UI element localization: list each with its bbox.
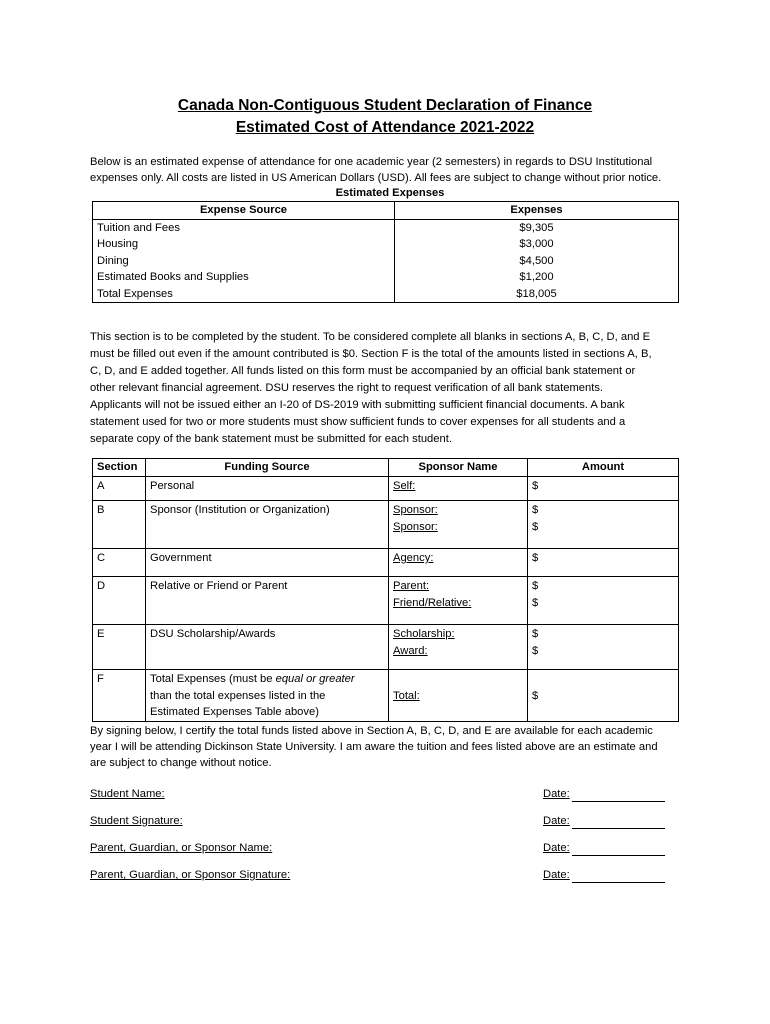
date-field[interactable] — [572, 869, 665, 883]
amount-label: $ — [532, 520, 539, 533]
section-letter: B — [93, 501, 146, 549]
amount-field[interactable] — [528, 577, 679, 625]
amount-field[interactable] — [528, 477, 679, 501]
column-header-expenses: Expenses — [395, 202, 679, 220]
funding-source-text: Total Expenses (must be — [150, 673, 276, 685]
funding-source — [146, 670, 389, 722]
estimated-expenses-table — [92, 201, 679, 303]
funding-source: DSU Scholarship/Awards — [146, 625, 389, 670]
instructions-line: separate copy of the bank statement must be submitted for each student. — [90, 433, 452, 445]
section-letter: E — [93, 625, 146, 670]
funding-source: Government — [146, 549, 389, 577]
expense-amount: $3,000 — [395, 236, 679, 253]
table-row — [93, 253, 679, 270]
sponsor-label: Award: — [393, 644, 428, 657]
amount-label: $ — [532, 628, 539, 640]
table-row — [93, 577, 679, 625]
signature-label: Student Name: — [90, 788, 165, 800]
amount-label: $ — [532, 504, 539, 516]
sponsor-label: Sponsor: — [393, 520, 438, 533]
column-header-section: Section — [93, 459, 146, 477]
table-row — [93, 501, 679, 549]
sponsor-field[interactable] — [389, 577, 528, 625]
table-row — [93, 670, 679, 722]
expenses-table-caption: Estimated Expenses — [335, 187, 445, 199]
funding-source-line: Estimated Expenses Table above) — [150, 706, 319, 718]
date-field[interactable] — [572, 842, 665, 856]
funding-source: Sponsor (Institution or Organization) — [146, 501, 389, 549]
sponsor-field[interactable] — [389, 670, 528, 722]
instructions-line: Applicants will not be issued either an I-20 of DS-2019 with submitting sufficient financial documents. A bank — [90, 399, 625, 411]
expense-amount: $18,005 — [395, 286, 679, 303]
instructions-line: other relevant financial agreement. DSU reserves the right to request verification of all bank statements. — [90, 382, 604, 394]
signature-label: Parent, Guardian, or Sponsor Name: — [90, 842, 273, 854]
amount-label: $ — [532, 689, 539, 702]
amount-label: $ — [532, 480, 539, 492]
sponsor-label: Parent: — [393, 580, 430, 592]
expense-amount: $9,305 — [395, 219, 679, 236]
table-row — [93, 236, 679, 253]
signature-row-student-name[interactable] — [90, 788, 670, 804]
section-letter: C — [93, 549, 146, 577]
column-header-funding-source: Funding Source — [146, 459, 389, 477]
table-header-row — [93, 202, 679, 220]
table-row — [93, 269, 679, 286]
sponsor-field[interactable] — [389, 549, 528, 577]
sponsor-label: Total: — [393, 689, 420, 702]
signature-label: Parent, Guardian, or Sponsor Signature: — [90, 869, 291, 881]
expense-source: Dining — [93, 253, 395, 270]
funding-source-line — [150, 671, 384, 688]
sponsor-label: Scholarship: — [393, 628, 455, 640]
signature-row-sponsor-name[interactable] — [90, 842, 670, 858]
table-row — [93, 549, 679, 577]
date-label: Date: — [543, 815, 570, 827]
expense-source: Total Expenses — [93, 286, 395, 303]
column-header-sponsor-name: Sponsor Name — [389, 459, 528, 477]
amount-label: $ — [532, 644, 539, 657]
intro-line-2: expenses only. All costs are listed in US American Dollars (USD). All fees are subject to change without prior notice. — [90, 172, 662, 184]
section-letter: F — [93, 670, 146, 722]
column-header-expense-source: Expense Source — [93, 202, 395, 220]
table-row — [93, 219, 679, 236]
funding-source-emphasis: equal or greater — [275, 673, 355, 685]
table-header-row — [93, 459, 679, 477]
table-row — [93, 477, 679, 501]
certification-line: year I will be attending Dickinson State University. I am aware the tuition and fees listed above are an estimate and — [90, 741, 658, 753]
section-letter: A — [93, 477, 146, 501]
expense-source: Tuition and Fees — [93, 219, 395, 236]
sponsor-label: Sponsor: — [393, 504, 438, 516]
instructions-line: must be filled out even if the amount contributed is $0. Section F is the total of the amounts listed in sections A, B, — [90, 348, 652, 360]
instructions-line: C, D, and E added together. All funds listed on this form must be accompanied by an official bank statement or — [90, 365, 636, 377]
sponsor-field[interactable] — [389, 477, 528, 501]
amount-field[interactable] — [528, 670, 679, 722]
sponsor-field[interactable] — [389, 625, 528, 670]
section-letter: D — [93, 577, 146, 625]
signature-row-sponsor-signature[interactable] — [90, 869, 670, 885]
document-title: Canada Non-Contiguous Student Declaration of Finance — [177, 97, 593, 114]
document-subtitle: Estimated Cost of Attendance 2021-2022 — [235, 119, 535, 136]
date-label: Date: — [543, 842, 570, 854]
expense-source: Estimated Books and Supplies — [93, 269, 395, 286]
amount-field[interactable] — [528, 549, 679, 577]
date-field[interactable] — [572, 788, 665, 802]
expense-source: Housing — [93, 236, 395, 253]
amount-label: $ — [532, 596, 539, 609]
table-row — [93, 625, 679, 670]
intro-line-1: Below is an estimated expense of attendance for one academic year (2 semesters) in regards to DSU Institutional — [90, 156, 653, 168]
amount-label: $ — [532, 580, 539, 592]
expense-amount: $1,200 — [395, 269, 679, 286]
sponsor-label: Friend/Relative: — [393, 596, 472, 609]
certification-line: are subject to change without notice. — [90, 757, 272, 769]
signature-row-student-signature[interactable] — [90, 815, 670, 831]
sponsor-label: Self: — [393, 480, 416, 492]
signature-label: Student Signature: — [90, 815, 183, 827]
certification-line: By signing below, I certify the total funds listed above in Section A, B, C, D, and E are available for each academic — [90, 725, 653, 737]
funding-source: Relative or Friend or Parent — [146, 577, 389, 625]
funding-source: Personal — [146, 477, 389, 501]
date-field[interactable] — [572, 815, 665, 829]
sponsor-label: Agency: — [393, 552, 434, 564]
expense-amount: $4,500 — [395, 253, 679, 270]
amount-field[interactable] — [528, 625, 679, 670]
table-row — [93, 286, 679, 303]
amount-field[interactable] — [528, 501, 679, 549]
funding-source-table — [92, 458, 679, 722]
amount-label: $ — [532, 552, 539, 564]
sponsor-field[interactable] — [389, 501, 528, 549]
instructions-line: This section is to be completed by the student. To be considered complete all blanks in sections A, B, C, D, and E — [90, 331, 651, 343]
column-header-amount: Amount — [528, 459, 679, 477]
instructions-line: statement used for two or more students must show sufficient funds to cover expenses for all students and a — [90, 416, 626, 428]
funding-source-line: than the total expenses listed in the — [150, 689, 326, 702]
date-label: Date: — [543, 869, 570, 881]
date-label: Date: — [543, 788, 570, 800]
